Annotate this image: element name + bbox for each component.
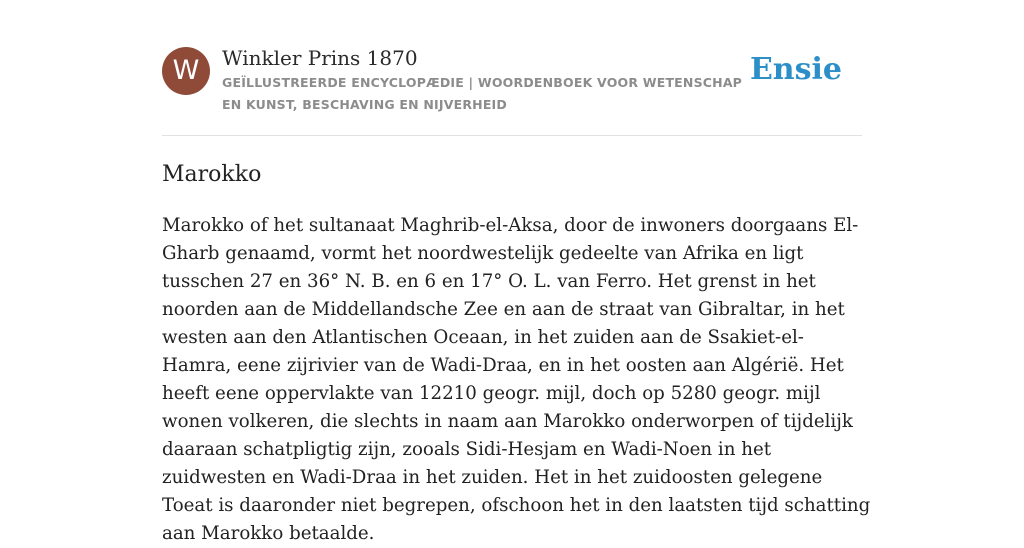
source-title[interactable]: Winkler Prins 1870 [222, 46, 418, 70]
source-header [162, 0, 862, 136]
article-body: Marokko of het sultanaat Maghrib-el-Aksa, door de inwoners doorgaans El-Gharb genaamd, vormt het noordwestelijk gedeelte van Afrika en ligt tusschen 27 en 36° N. B. en 6 en 17° O. L. van Ferro. Het grenst in het noorden aan de Middellandsche Zee en aan de straat van Gibraltar, in het westen aan den Atlantischen Oceaan, in het zuiden aan de Ssakiet-el-Hamra, eene zijrivier van de Wadi-Draa, en in het oosten aan Algérië. Het heeft eene oppervlakte van 12210 geogr. mijl, doch op 5280 geogr. mijl wonen volkeren, die slechts in naam aan Marokko onderworpen of tijdelijk daaraan schatpligtig zijn, zooals Sidi-Hesjam en Wadi-Noen in het zuidwesten en Wadi-Draa in het zuiden. Het in het zuidoosten gelegene Toeat is daaronder niet begrepen, ofschoon het in den laatsten tijd schatting aan Marokko betaalde. [162, 215, 871, 544]
ensie-logo[interactable]: Ensie [749, 52, 842, 87]
page-container [162, 0, 871, 544]
source-avatar[interactable]: W [162, 47, 210, 95]
source-subtitle: GEÏLLUSTREERDE ENCYCLOPÆDIE | WOORDENBOEK VOOR WETENSCHAP EN KUNST, BESCHAVING EN NIJVERHEID [222, 75, 743, 112]
article-title: Marokko [162, 162, 262, 187]
